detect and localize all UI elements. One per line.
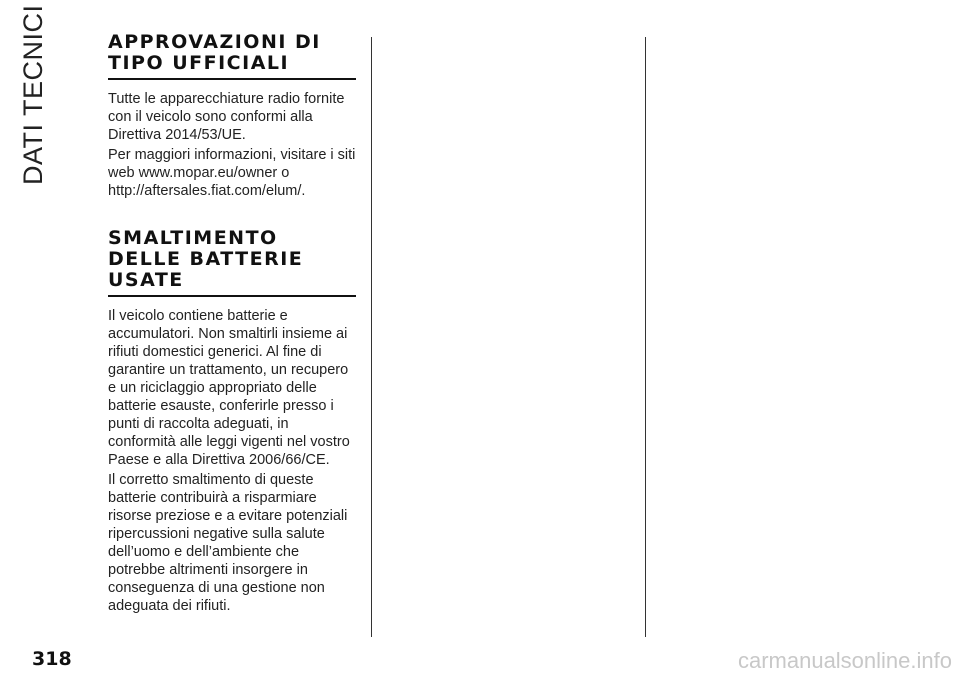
approvals-paragraph-2: Per maggiori informazioni, visitare i siti web www.mopar.eu/owner o http://aftersales.fiat.com/elum/. <box>108 147 356 199</box>
heading-rule <box>108 78 356 80</box>
section-side-title: DATI TECNICI <box>18 4 48 185</box>
column-divider-1 <box>371 37 372 637</box>
battery-heading <box>108 228 358 291</box>
battery-heading-line3: USATE <box>108 269 184 291</box>
section-approvals <box>108 32 358 200</box>
section-battery-disposal <box>108 228 358 615</box>
battery-paragraph-2: Il corretto smaltimento di queste batterie contribuirà a risparmiare risorse preziose e a evitare potenziali ripercussioni negative sulla salute dell’uomo e dell’ambiente che potrebbe altrimenti insorgere in conseguenza di una gestione non adeguata dei rifiuti. <box>108 472 348 614</box>
battery-heading-line2: DELLE BATTERIE <box>108 248 304 270</box>
battery-paragraph-1: Il veicolo contiene batterie e accumulatori. Non smaltirli insieme ai rifiuti domestici generici. Al fine di garantire un trattamento, un recupero e un riciclaggio appropriato delle batterie esauste, conferirle presso i punti di raccolta adeguati, in conformità alle leggi vigenti nel vostro Paese e alla Direttiva 2006/66/CE. <box>108 308 350 468</box>
battery-heading-line1: SMALTIMENTO <box>108 227 278 249</box>
main-column <box>108 32 358 615</box>
page-number: 318 <box>32 648 72 670</box>
approvals-heading-line2: TIPO UFFICIALI <box>108 52 290 74</box>
heading-rule <box>108 295 356 297</box>
approvals-paragraph-1: Tutte le apparecchiature radio fornite con il veicolo sono conformi alla Direttiva 2014/53/UE. <box>108 91 345 143</box>
watermark: carmanualsonline.info <box>737 648 952 673</box>
approvals-heading-line1: APPROVAZIONI DI <box>108 31 321 53</box>
approvals-heading <box>108 32 358 74</box>
column-divider-2 <box>645 37 646 637</box>
